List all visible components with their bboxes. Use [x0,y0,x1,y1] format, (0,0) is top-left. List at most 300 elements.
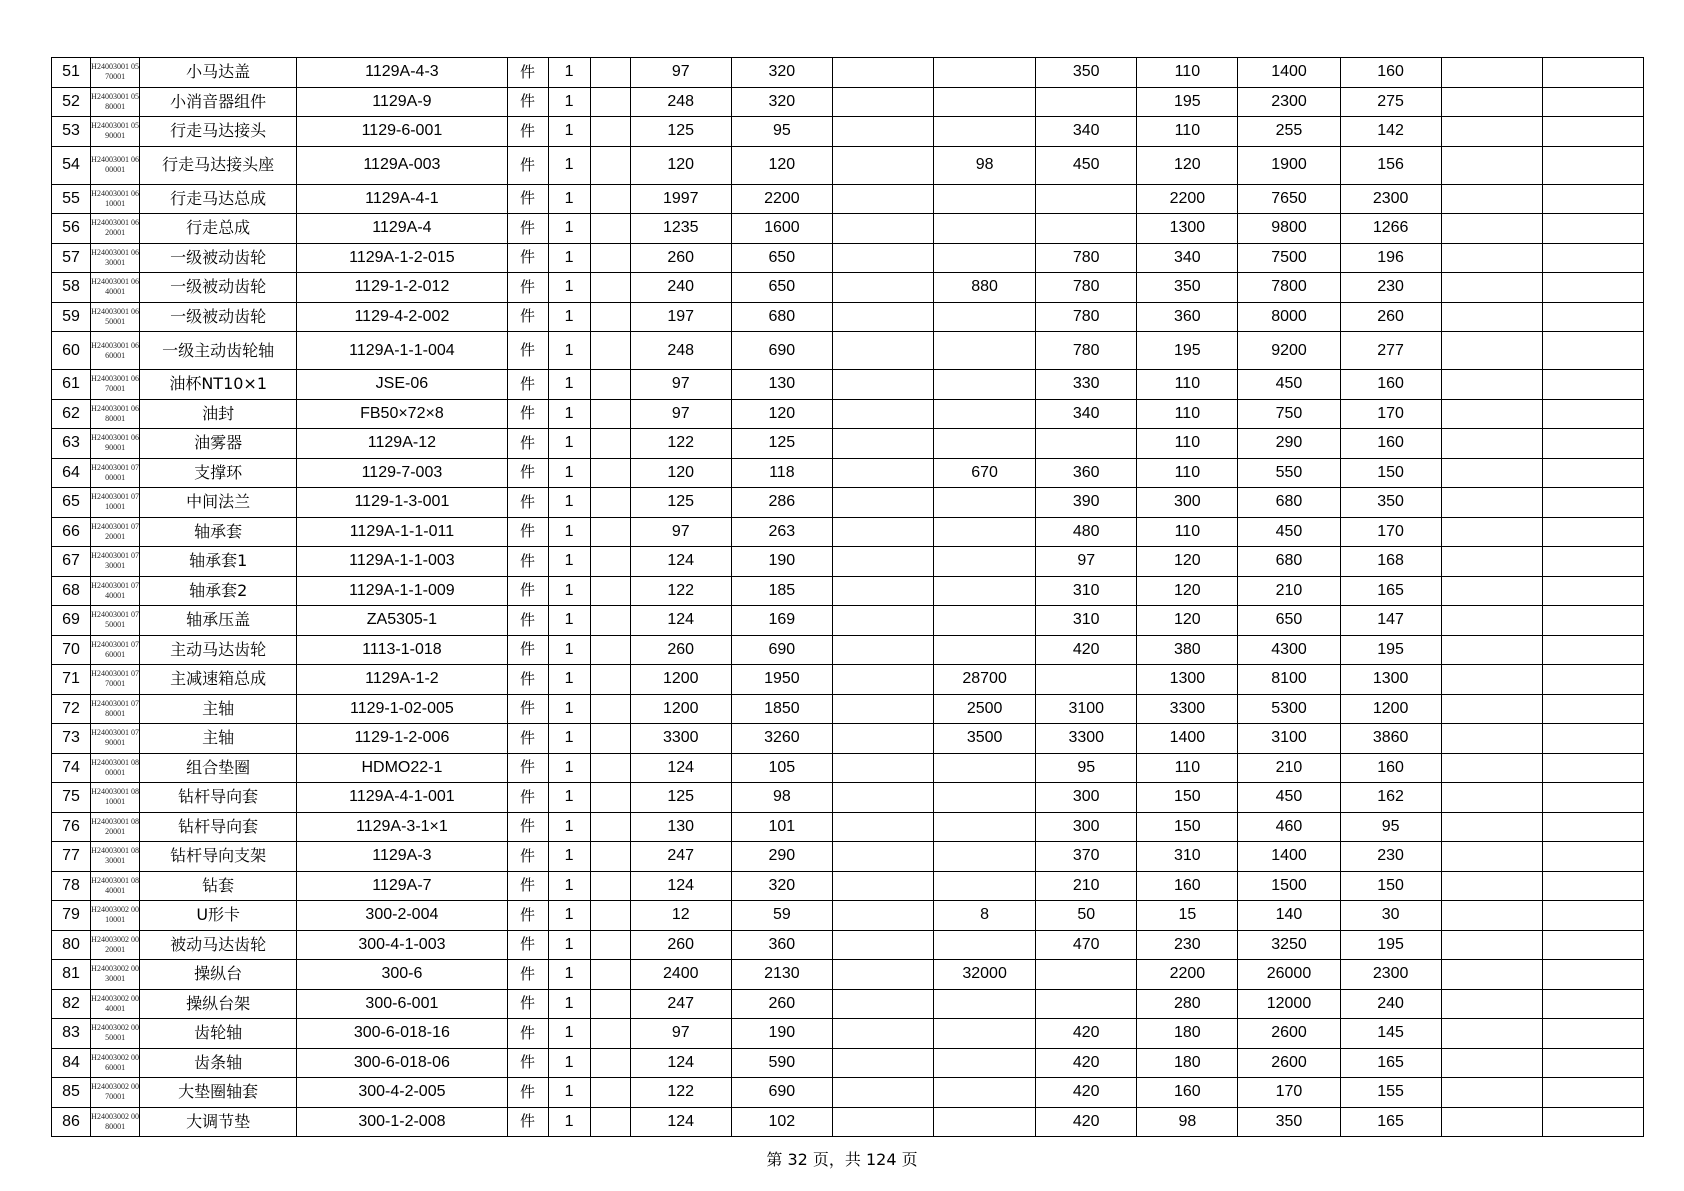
item-name-cell: 主轴 [140,724,297,754]
quantity-cell: 1 [548,488,590,518]
item-code-cell: H24003002 0070001 [91,1078,140,1108]
unit-cell: 件 [507,332,548,370]
item-name-cell: U形卡 [140,901,297,931]
price-cell-2: 197 [630,302,731,332]
price-cell-9: 260 [1340,302,1441,332]
spec-cell: 1129A-4-1 [297,184,507,214]
item-code-cell: H24003001 0780001 [91,694,140,724]
price-cell-10 [1441,517,1542,547]
price-cell-6: 340 [1036,399,1137,429]
price-cell-5 [934,1019,1036,1049]
price-cell-10 [1441,332,1542,370]
price-cell-3: 105 [731,753,832,783]
price-cell-5 [934,842,1036,872]
unit-cell: 件 [507,812,548,842]
price-cell-9: 1200 [1340,694,1441,724]
price-cell-11 [1542,184,1643,214]
price-cell-2: 1235 [630,214,731,244]
price-cell-4 [832,458,933,488]
price-cell-11 [1542,58,1643,88]
price-cell-7: 98 [1137,1107,1238,1137]
spec-cell: 1129A-1-1-003 [297,547,507,577]
quantity-cell: 1 [548,1107,590,1137]
table-row [52,606,1644,636]
price-cell-1 [590,214,630,244]
price-cell-10 [1441,606,1542,636]
quantity-cell: 1 [548,576,590,606]
price-cell-4 [832,399,933,429]
price-cell-8: 350 [1238,1107,1340,1137]
row-number-cell: 77 [52,842,91,872]
price-cell-4 [832,214,933,244]
table-row [52,547,1644,577]
price-cell-2: 97 [630,370,731,400]
item-code-cell: H24003001 0700001 [91,458,140,488]
price-cell-11 [1542,146,1643,184]
price-cell-1 [590,842,630,872]
price-cell-5 [934,302,1036,332]
price-cell-10 [1441,901,1542,931]
price-cell-8: 680 [1238,488,1340,518]
row-number-cell: 67 [52,547,91,577]
price-cell-2: 120 [630,146,731,184]
price-cell-6: 300 [1036,812,1137,842]
row-number-cell: 71 [52,665,91,695]
item-code-cell: H24003002 0030001 [91,960,140,990]
price-cell-2: 247 [630,989,731,1019]
item-code-cell: H24003001 0610001 [91,184,140,214]
quantity-cell: 1 [548,547,590,577]
spec-cell: 1129-7-003 [297,458,507,488]
price-cell-1 [590,429,630,459]
price-cell-9: 162 [1340,783,1441,813]
item-name-cell: 齿条轴 [140,1048,297,1078]
price-cell-11 [1542,273,1643,303]
row-number-cell: 82 [52,989,91,1019]
table-row [52,214,1644,244]
table-row [52,694,1644,724]
price-cell-4 [832,960,933,990]
price-cell-9: 150 [1340,871,1441,901]
price-cell-7: 3300 [1137,694,1238,724]
price-cell-2: 122 [630,1078,731,1108]
price-cell-9: 170 [1340,399,1441,429]
price-cell-7: 380 [1137,635,1238,665]
price-cell-3: 286 [731,488,832,518]
price-cell-6: 420 [1036,1107,1137,1137]
price-cell-8: 2300 [1238,87,1340,117]
price-cell-6: 210 [1036,871,1137,901]
spec-cell: 1129A-1-2-015 [297,243,507,273]
price-cell-9: 350 [1340,488,1441,518]
item-code-cell: H24003001 0730001 [91,547,140,577]
item-name-cell: 油雾器 [140,429,297,459]
price-cell-7: 110 [1137,58,1238,88]
unit-cell: 件 [507,302,548,332]
price-cell-9: 160 [1340,58,1441,88]
price-cell-5 [934,87,1036,117]
price-cell-5 [934,58,1036,88]
spec-cell: 1129-1-2-012 [297,273,507,303]
price-cell-8: 450 [1238,370,1340,400]
item-code-cell: H24003001 0620001 [91,214,140,244]
price-cell-8: 170 [1238,1078,1340,1108]
item-name-cell: 操纵台架 [140,989,297,1019]
table-row [52,243,1644,273]
price-cell-5 [934,117,1036,147]
spec-cell: 300-4-1-003 [297,930,507,960]
price-cell-8: 680 [1238,547,1340,577]
price-cell-1 [590,1078,630,1108]
price-cell-4 [832,184,933,214]
row-number-cell: 72 [52,694,91,724]
spec-cell: 1129-1-02-005 [297,694,507,724]
price-cell-9: 168 [1340,547,1441,577]
price-cell-5 [934,576,1036,606]
price-cell-4 [832,1107,933,1137]
unit-cell: 件 [507,184,548,214]
item-name-cell: 轴承压盖 [140,606,297,636]
price-cell-3: 320 [731,871,832,901]
price-cell-9: 1300 [1340,665,1441,695]
item-name-cell: 小马达盖 [140,58,297,88]
unit-cell: 件 [507,665,548,695]
price-cell-9: 142 [1340,117,1441,147]
spec-cell: 1129A-7 [297,871,507,901]
price-cell-8: 8000 [1238,302,1340,332]
price-cell-9: 145 [1340,1019,1441,1049]
price-cell-11 [1542,214,1643,244]
unit-cell: 件 [507,146,548,184]
price-cell-8: 290 [1238,429,1340,459]
price-cell-11 [1542,399,1643,429]
row-number-cell: 55 [52,184,91,214]
row-number-cell: 52 [52,87,91,117]
spec-cell: 1129A-003 [297,146,507,184]
spec-cell: 1113-1-018 [297,635,507,665]
price-cell-2: 97 [630,399,731,429]
price-cell-5 [934,547,1036,577]
price-cell-8: 1400 [1238,842,1340,872]
price-cell-1 [590,184,630,214]
price-cell-4 [832,665,933,695]
price-cell-6: 450 [1036,146,1137,184]
price-cell-10 [1441,146,1542,184]
price-cell-5 [934,1107,1036,1137]
price-cell-10 [1441,370,1542,400]
quantity-cell: 1 [548,214,590,244]
price-cell-9: 3860 [1340,724,1441,754]
price-cell-9: 160 [1340,753,1441,783]
quantity-cell: 1 [548,517,590,547]
price-cell-4 [832,517,933,547]
price-cell-6: 310 [1036,576,1137,606]
price-cell-9: 195 [1340,930,1441,960]
price-cell-1 [590,1048,630,1078]
quantity-cell: 1 [548,871,590,901]
table-row [52,458,1644,488]
price-cell-6: 370 [1036,842,1137,872]
table-row [52,87,1644,117]
price-cell-4 [832,930,933,960]
table-row [52,1048,1644,1078]
spec-cell: 1129A-3 [297,842,507,872]
price-cell-9: 240 [1340,989,1441,1019]
unit-cell: 件 [507,1048,548,1078]
table-row [52,517,1644,547]
unit-cell: 件 [507,930,548,960]
unit-cell: 件 [507,901,548,931]
price-cell-10 [1441,214,1542,244]
price-cell-2: 125 [630,117,731,147]
row-number-cell: 75 [52,783,91,813]
item-name-cell: 钻杆导向套 [140,783,297,813]
price-cell-3: 125 [731,429,832,459]
price-cell-2: 97 [630,58,731,88]
price-cell-6: 350 [1036,58,1137,88]
row-number-cell: 53 [52,117,91,147]
price-cell-1 [590,1019,630,1049]
price-cell-4 [832,694,933,724]
price-cell-3: 190 [731,547,832,577]
price-cell-2: 248 [630,332,731,370]
spec-cell: 1129A-1-2 [297,665,507,695]
price-cell-7: 1400 [1137,724,1238,754]
price-cell-5 [934,871,1036,901]
price-cell-6: 780 [1036,302,1137,332]
table-row [52,370,1644,400]
item-name-cell: 轴承套 [140,517,297,547]
price-cell-7: 120 [1137,547,1238,577]
price-cell-7: 110 [1137,370,1238,400]
price-cell-4 [832,117,933,147]
price-cell-6: 780 [1036,243,1137,273]
unit-cell: 件 [507,576,548,606]
row-number-cell: 62 [52,399,91,429]
item-name-cell: 齿轮轴 [140,1019,297,1049]
price-cell-10 [1441,302,1542,332]
price-cell-6: 340 [1036,117,1137,147]
price-cell-11 [1542,694,1643,724]
row-number-cell: 60 [52,332,91,370]
price-cell-9: 275 [1340,87,1441,117]
price-cell-6: 780 [1036,332,1137,370]
price-cell-6: 330 [1036,370,1137,400]
item-name-cell: 小消音器组件 [140,87,297,117]
price-cell-9: 170 [1340,517,1441,547]
table-row [52,989,1644,1019]
item-code-cell: H24003001 0760001 [91,635,140,665]
row-number-cell: 84 [52,1048,91,1078]
price-cell-1 [590,753,630,783]
price-cell-2: 1997 [630,184,731,214]
item-name-cell: 主动马达齿轮 [140,635,297,665]
spec-cell: 300-6-018-16 [297,1019,507,1049]
quantity-cell: 1 [548,665,590,695]
row-number-cell: 61 [52,370,91,400]
price-cell-3: 2200 [731,184,832,214]
price-cell-3: 680 [731,302,832,332]
item-code-cell: H24003001 0750001 [91,606,140,636]
quantity-cell: 1 [548,117,590,147]
row-number-cell: 73 [52,724,91,754]
price-cell-11 [1542,576,1643,606]
price-cell-3: 690 [731,635,832,665]
item-name-cell: 钻杆导向套 [140,812,297,842]
row-number-cell: 79 [52,901,91,931]
price-cell-1 [590,370,630,400]
price-cell-4 [832,58,933,88]
unit-cell: 件 [507,429,548,459]
price-cell-1 [590,332,630,370]
row-number-cell: 69 [52,606,91,636]
price-cell-5 [934,989,1036,1019]
price-cell-1 [590,871,630,901]
item-name-cell: 被动马达齿轮 [140,930,297,960]
table-row [52,635,1644,665]
price-cell-4 [832,576,933,606]
unit-cell: 件 [507,753,548,783]
price-cell-5: 670 [934,458,1036,488]
quantity-cell: 1 [548,184,590,214]
row-number-cell: 58 [52,273,91,303]
price-cell-6 [1036,87,1137,117]
item-code-cell: H24003001 0650001 [91,302,140,332]
item-code-cell: H24003001 0740001 [91,576,140,606]
price-cell-11 [1542,488,1643,518]
price-cell-2: 125 [630,488,731,518]
parts-price-table [51,57,1644,1137]
price-cell-11 [1542,783,1643,813]
row-number-cell: 68 [52,576,91,606]
price-cell-3: 1950 [731,665,832,695]
price-cell-8: 5300 [1238,694,1340,724]
price-cell-11 [1542,989,1643,1019]
table-row [52,1107,1644,1137]
item-name-cell: 大调节垫 [140,1107,297,1137]
unit-cell: 件 [507,606,548,636]
price-cell-5 [934,783,1036,813]
unit-cell: 件 [507,1107,548,1137]
quantity-cell: 1 [548,989,590,1019]
quantity-cell: 1 [548,930,590,960]
unit-cell: 件 [507,635,548,665]
price-cell-10 [1441,547,1542,577]
item-code-cell: H24003002 0050001 [91,1019,140,1049]
table-row [52,576,1644,606]
item-code-cell: H24003001 0630001 [91,243,140,273]
price-cell-3: 3260 [731,724,832,754]
price-cell-8: 3100 [1238,724,1340,754]
price-cell-3: 98 [731,783,832,813]
price-cell-6: 50 [1036,901,1137,931]
price-cell-4 [832,243,933,273]
price-cell-11 [1542,1078,1643,1108]
price-cell-7: 310 [1137,842,1238,872]
price-cell-4 [832,273,933,303]
price-cell-5 [934,812,1036,842]
price-cell-1 [590,58,630,88]
price-cell-4 [832,1048,933,1078]
item-code-cell: H24003002 0060001 [91,1048,140,1078]
item-code-cell: H24003002 0040001 [91,989,140,1019]
unit-cell: 件 [507,458,548,488]
spec-cell: 1129A-1-1-004 [297,332,507,370]
price-cell-11 [1542,753,1643,783]
price-cell-1 [590,724,630,754]
price-cell-4 [832,332,933,370]
item-name-cell: 操纵台 [140,960,297,990]
price-cell-1 [590,273,630,303]
row-number-cell: 81 [52,960,91,990]
price-cell-11 [1542,517,1643,547]
table-row [52,58,1644,88]
price-cell-11 [1542,302,1643,332]
price-cell-11 [1542,842,1643,872]
price-cell-8: 2600 [1238,1048,1340,1078]
unit-cell: 件 [507,214,548,244]
price-cell-10 [1441,665,1542,695]
spec-cell: 300-6 [297,960,507,990]
price-cell-8: 750 [1238,399,1340,429]
price-cell-2: 124 [630,547,731,577]
item-name-cell: 一级被动齿轮 [140,243,297,273]
unit-cell: 件 [507,273,548,303]
unit-cell: 件 [507,370,548,400]
price-cell-8: 4300 [1238,635,1340,665]
price-cell-2: 130 [630,812,731,842]
price-cell-8: 550 [1238,458,1340,488]
price-cell-3: 1600 [731,214,832,244]
quantity-cell: 1 [548,58,590,88]
price-cell-3: 59 [731,901,832,931]
spec-cell: 300-4-2-005 [297,1078,507,1108]
table-row [52,812,1644,842]
spec-cell: JSE-06 [297,370,507,400]
price-cell-4 [832,547,933,577]
price-cell-2: 248 [630,87,731,117]
spec-cell: 300-6-018-06 [297,1048,507,1078]
row-number-cell: 54 [52,146,91,184]
item-code-cell: H24003001 0800001 [91,753,140,783]
row-number-cell: 85 [52,1078,91,1108]
price-cell-6: 420 [1036,1019,1137,1049]
quantity-cell: 1 [548,901,590,931]
price-cell-1 [590,901,630,931]
table-row [52,146,1644,184]
price-cell-4 [832,724,933,754]
spec-cell: 1129A-1-1-009 [297,576,507,606]
price-cell-6: 470 [1036,930,1137,960]
spec-cell: 1129A-3-1×1 [297,812,507,842]
price-cell-9: 195 [1340,635,1441,665]
price-cell-7: 110 [1137,458,1238,488]
price-cell-3: 102 [731,1107,832,1137]
table-row [52,930,1644,960]
item-name-cell: 主轴 [140,694,297,724]
price-cell-11 [1542,87,1643,117]
price-cell-7: 120 [1137,606,1238,636]
price-cell-8: 450 [1238,783,1340,813]
price-cell-6 [1036,184,1137,214]
unit-cell: 件 [507,117,548,147]
item-code-cell: H24003001 0770001 [91,665,140,695]
price-cell-5 [934,930,1036,960]
price-cell-10 [1441,243,1542,273]
item-name-cell: 油杯NT10×1 [140,370,297,400]
quantity-cell: 1 [548,370,590,400]
price-cell-11 [1542,930,1643,960]
